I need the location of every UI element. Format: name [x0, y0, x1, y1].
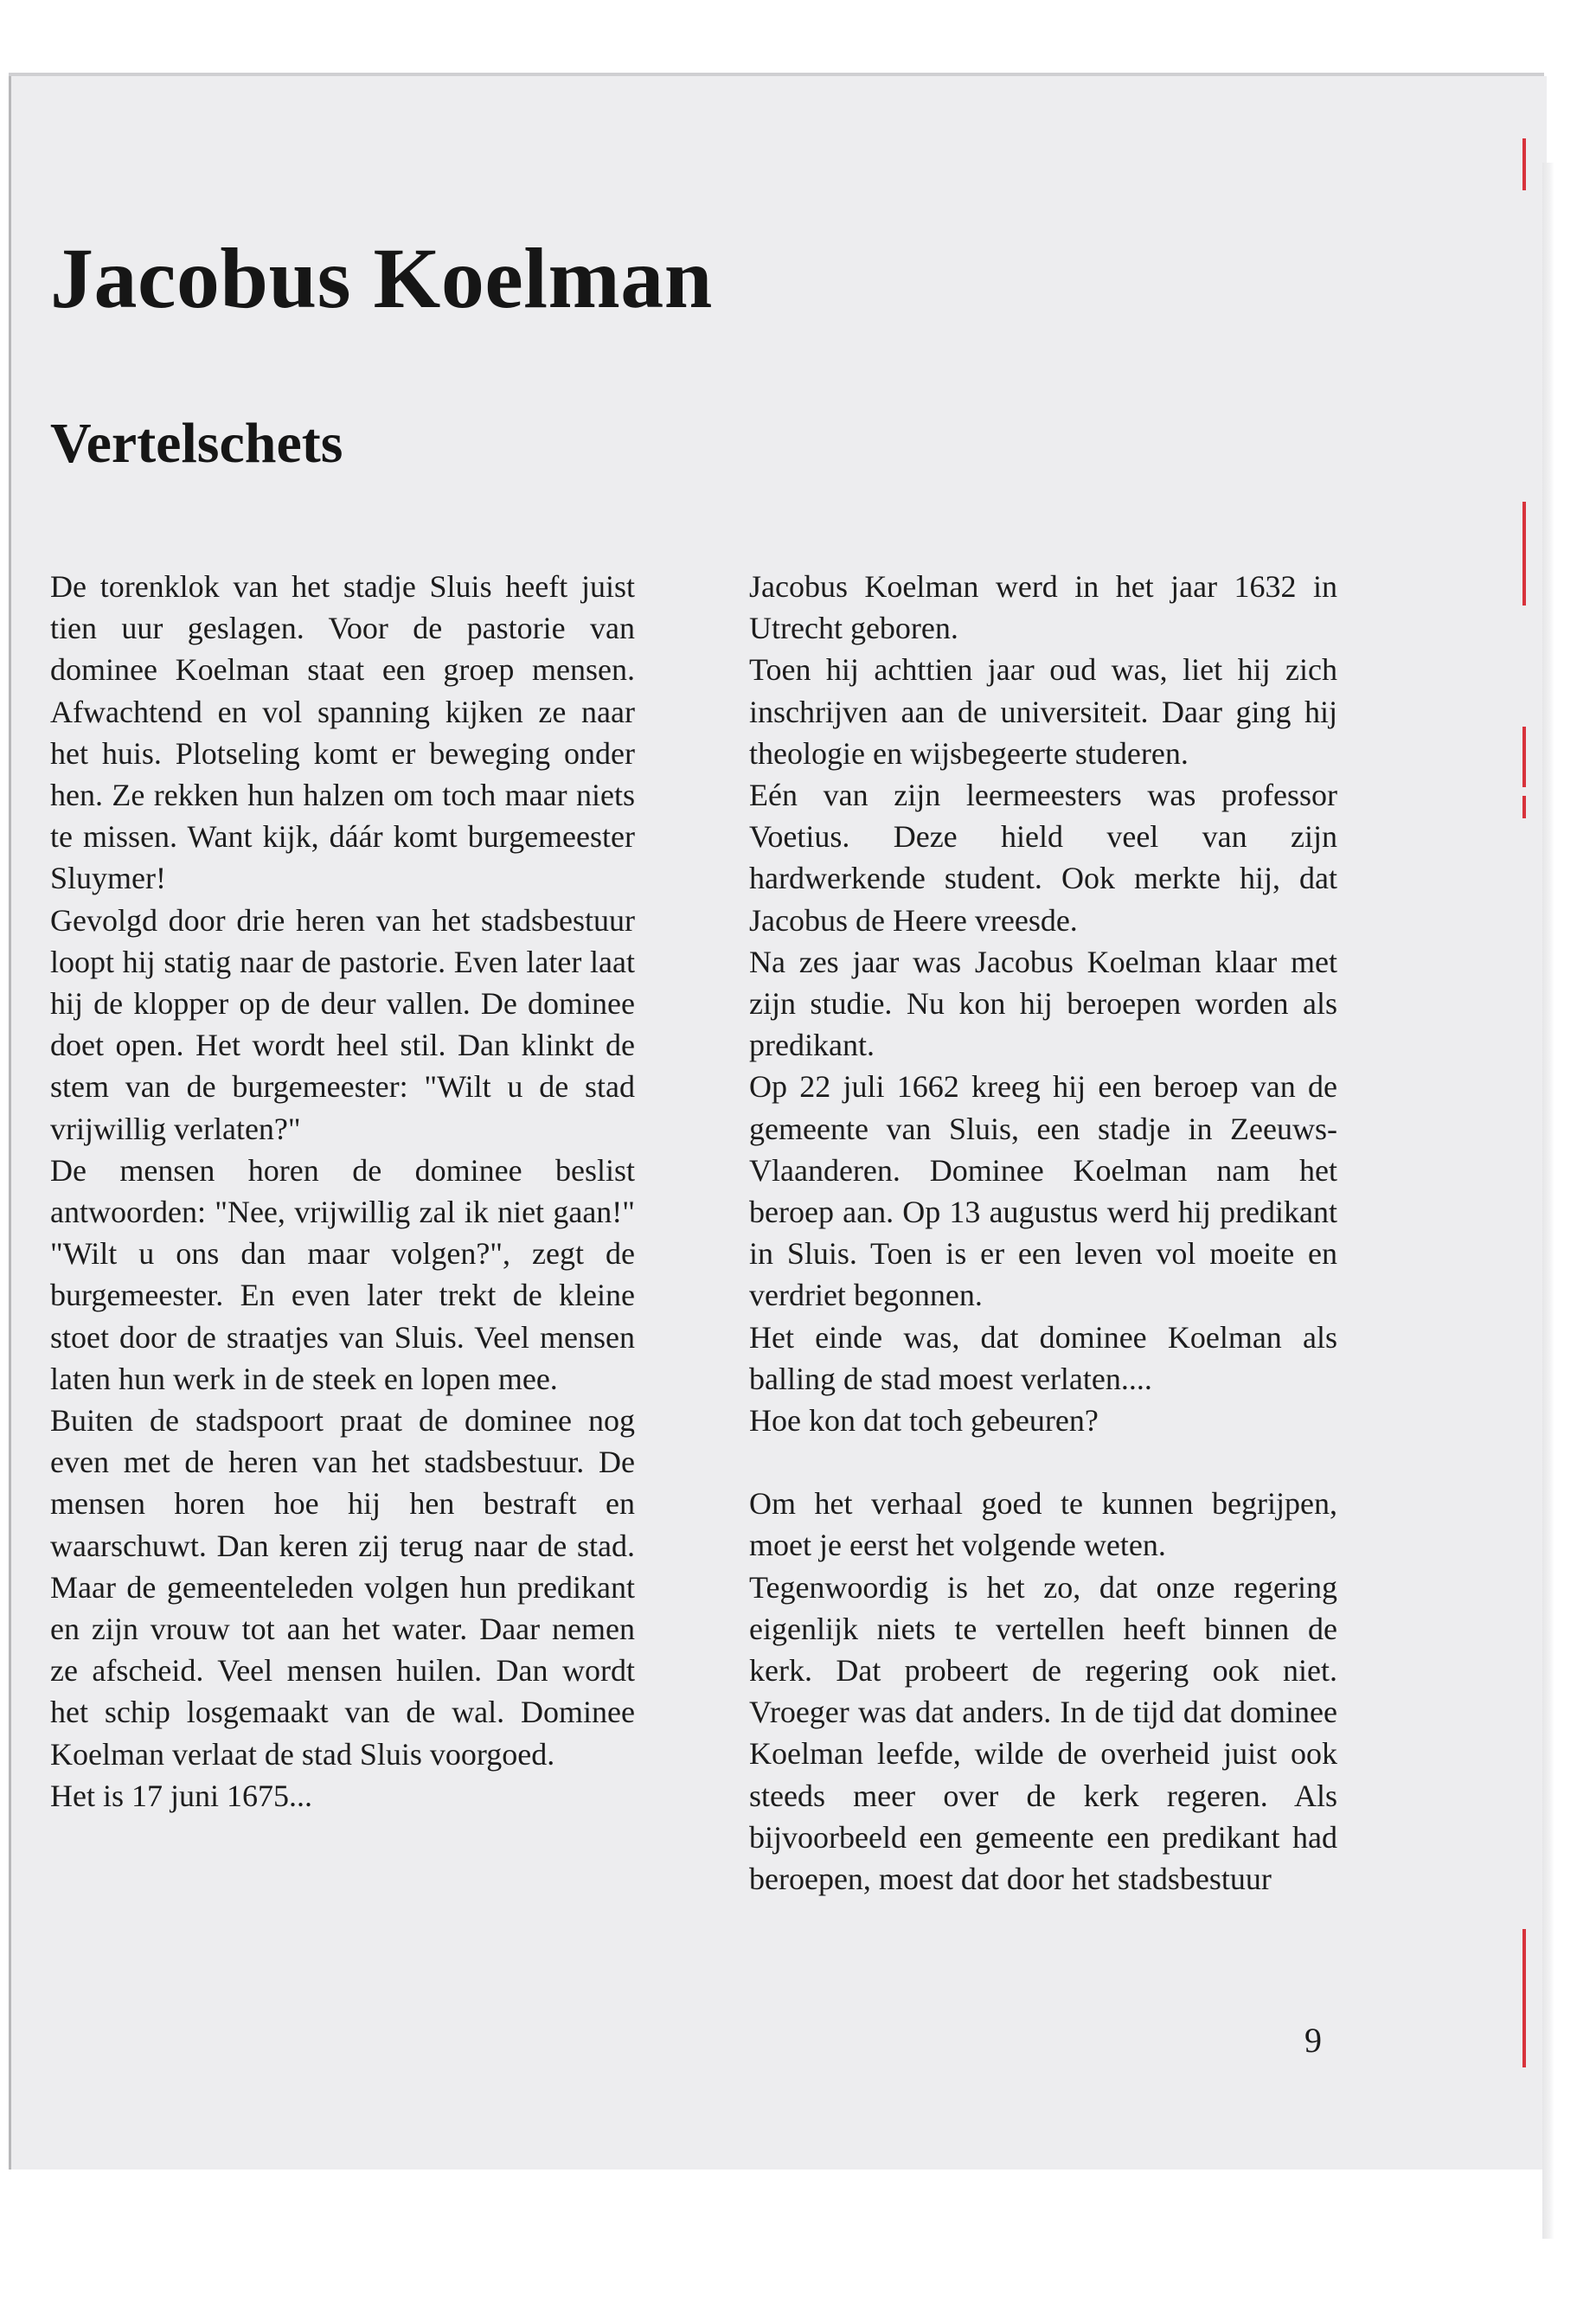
- paragraph: Hoe kon dat toch gebeuren?: [749, 1403, 1099, 1439]
- red-edge-mark: [1522, 1929, 1526, 2067]
- paragraph-gap: [749, 1441, 1337, 1483]
- paragraph: Het is 17 juni 1675...: [50, 1778, 312, 1813]
- paragraph: Eén van zijn leermeesters was professor Voetius. Deze hield veel van zijn hardwerkende student. Ook merkte hij, dat Jacobus de Heere vreesde.: [749, 778, 1337, 938]
- paragraph: De mensen horen de dominee beslist antwoorden: "Nee, vrijwillig zal ik niet gaan!" "Wilt u ons dan maar volgen?", zegt de burgemeester. En even later trekt de kleine stoet door de straatjes van Sluis. Veel mensen laten hun werk in de steek en lopen mee.: [50, 1152, 635, 1396]
- left-text-column: [50, 566, 635, 1817]
- paragraph: Toen hij achttien jaar oud was, liet hij zich inschrijven aan de universiteit. Daar ging hij theologie en wijsbegeerte studeren.: [749, 652, 1337, 771]
- red-edge-mark: [1522, 727, 1526, 787]
- red-edge-mark: [1522, 502, 1526, 606]
- paragraph: Tegenwoordig is het zo, dat onze regering eigenlijk niets te vertellen heeft binnen de kerk. Dat probeert de regering ook niet. Vroeger was dat anders. In de tijd dat dominee Koelman leefde, wilde de overheid juist ook steeds meer over de kerk regeren. Als bijvoorbeeld een gemeente een predikant had beroepen, moest dat door het stadsbestuur: [749, 1569, 1337, 1897]
- paragraph: Op 22 juli 1662 kreeg hij een beroep van de gemeente van Sluis, een stadje in Zeeuws-Vlaanderen. Dominee Koelman nam het beroep aan. Op 13 augustus werd hij predikant in Sluis. Toen is er een leven vol moeite en verdriet begonnen.: [749, 1069, 1337, 1313]
- paragraph: Het einde was, dat dominee Koelman als balling de stad moest verlaten....: [749, 1319, 1337, 1396]
- red-edge-mark: [1522, 138, 1526, 190]
- article-title: Jacobus Koelman: [50, 230, 713, 326]
- paragraph: Gevolgd door drie heren van het stadsbestuur loopt hij statig naar de pastorie. Even later laat hij de klopper op de deur vallen. De dominee doet open. Het wordt heel stil. Dan klinkt de stem van de burgemeester: "Wilt u de stad vrijwillig verlaten?": [50, 902, 635, 1146]
- paragraph: De torenklok van het stadje Sluis heeft juist tien uur geslagen. Voor de pastorie van dominee Koelman staat een groep mensen. Afwachtend en vol spanning kijken ze naar het huis. Plotseling komt er beweging onder hen. Ze rekken hun halzen om toch maar niets te missen. Want kijk, dáár komt burgemeester Sluymer!: [50, 569, 635, 896]
- paragraph: Buiten de stadspoort praat de dominee nog even met de heren van het stadsbestuur. De mensen horen hoe hij hen bestraft en waarschuwt. Dan keren zij terug naar de stad. Maar de gemeenteleden volgen hun predikant en zijn vrouw tot aan het water. Daar nemen ze afscheid. Veel mensen huilen. Dan wordt het schip losgemaakt van de wal. Dominee Koelman verlaat de stad Sluis voorgoed.: [50, 1403, 635, 1772]
- paragraph: Na zes jaar was Jacobus Koelman klaar met zijn studie. Nu kon hij beroepen worden als predikant.: [749, 944, 1337, 1063]
- page-right-edge: [1542, 163, 1554, 2239]
- red-edge-mark: [1522, 796, 1526, 818]
- red-edge-marks: [1522, 87, 1528, 2145]
- paragraph: Jacobus Koelman werd in het jaar 1632 in Utrecht geboren.: [749, 569, 1337, 646]
- paragraph: Om het verhaal goed te kunnen begrijpen, moet je eerst het volgende weten.: [749, 1486, 1337, 1563]
- right-text-column: [749, 566, 1337, 1900]
- article-subtitle: Vertelschets: [50, 412, 343, 475]
- page-number: 9: [1304, 2021, 1322, 2060]
